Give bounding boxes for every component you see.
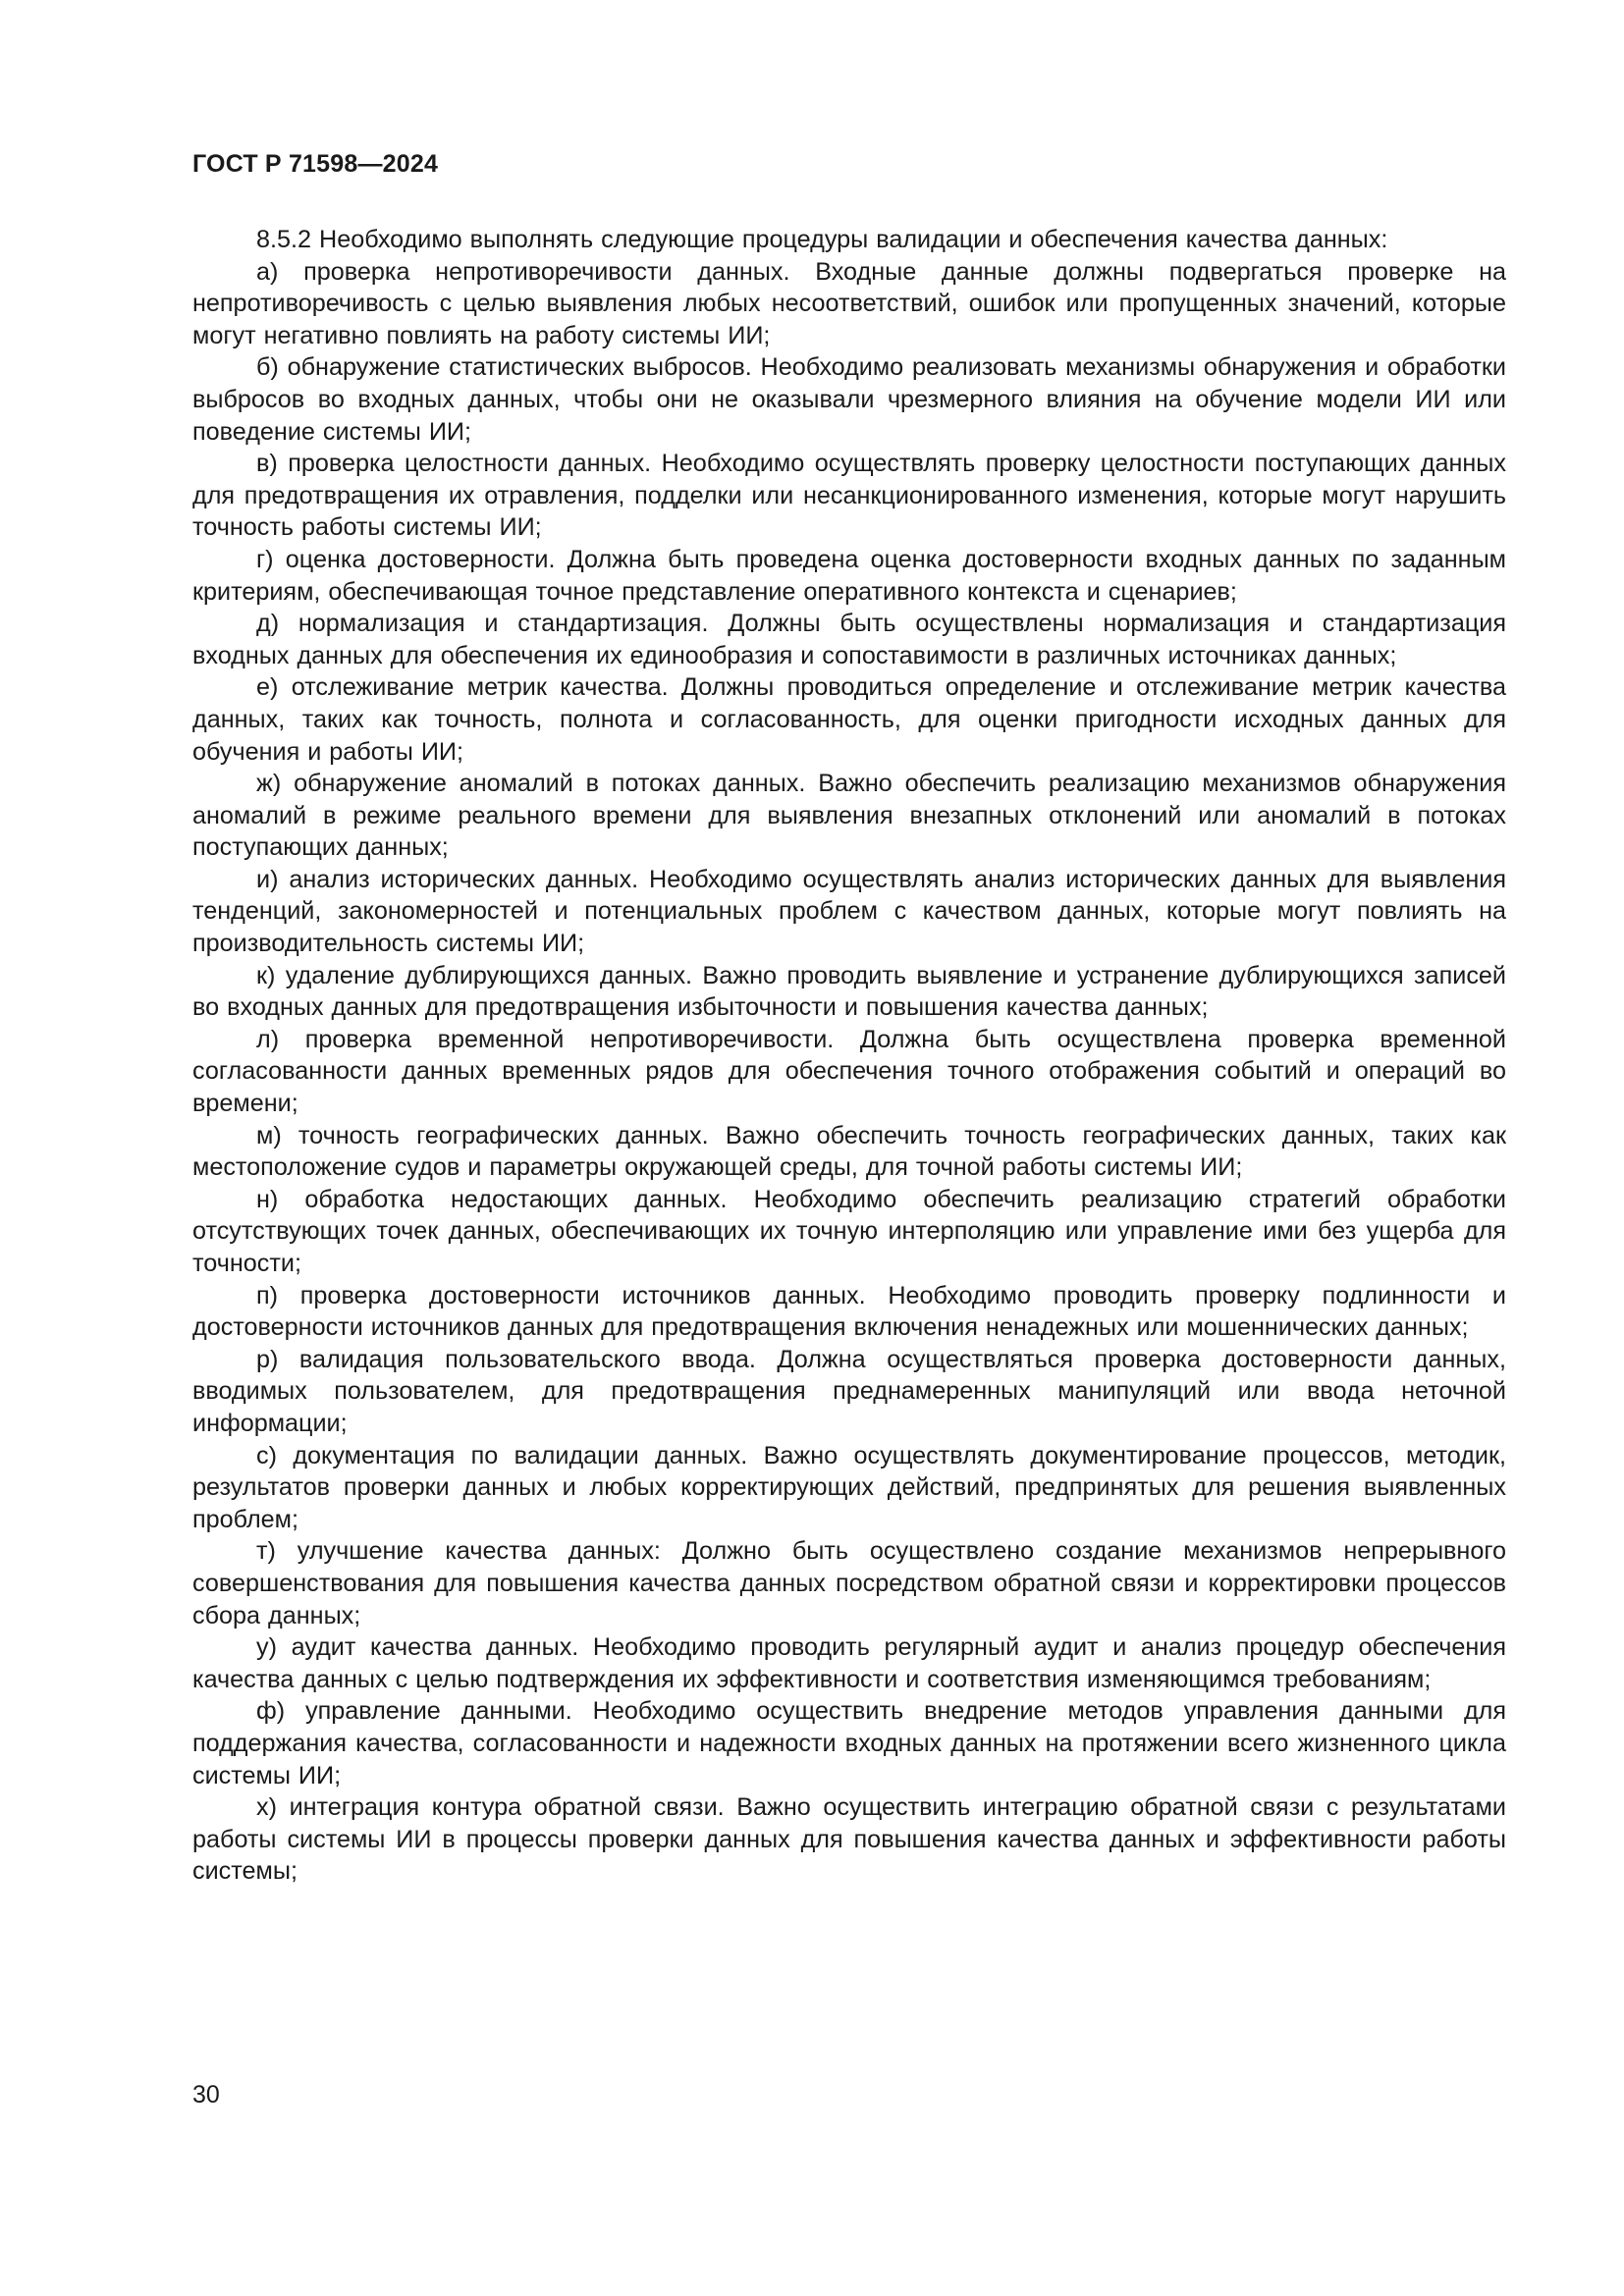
list-item-t: т) улучшение качества данных: Должно быть осуществлено создание механизмов непрерывного совершенствования для повышения качества данных посредством обратной связи и корректировки процессов сбора данных; <box>192 1537 1506 1629</box>
list-item-i: и) анализ исторических данных. Необходимо осуществлять анализ исторических данных для выявления тенденций, закономерностей и потенциальных проблем с качеством данных, которые могут повлиять на производительность системы ИИ; <box>192 865 1506 958</box>
list-item-r: р) валидация пользовательского ввода. Должна осуществляться проверка достоверности данных, вводимых пользователем, для предотвращения преднамеренных манипуляций или ввода неточной информации; <box>192 1345 1506 1437</box>
list-item-v: в) проверка целостности данных. Необходимо осуществлять проверку целостности поступающих данных для предотвращения их отравления, подделки или несанкционированного изменения, которые могут нарушить точность работы системы ИИ; <box>192 450 1506 542</box>
list-item-l: л) проверка временной непротиворечивости. Должна быть осуществлена проверка временной согласованности данных временных рядов для обеспечения точного отображения событий и операций во времени; <box>192 1025 1506 1118</box>
list-item-e: е) отслеживание метрик качества. Должны проводиться определение и отслеживание метрик качества данных, таких как точность, полнота и согласованность, для оценки пригодности исходных данных для обучения и работы ИИ; <box>192 673 1506 766</box>
section-intro: 8.5.2 Необходимо выполнять следующие процедуры валидации и обеспечения качества данных: <box>256 226 1388 253</box>
list-item-m: м) точность географических данных. Важно обеспечить точность географических данных, таких как местоположение судов и параметры окружающей среды, для точной работы системы ИИ; <box>192 1121 1506 1182</box>
list-item-k: к) удаление дублирующихся данных. Важно проводить выявление и устранение дублирующихся записей во входных данных для предотвращения избыточности и повышения качества данных; <box>192 961 1506 1022</box>
list-item-s: с) документация по валидации данных. Важно осуществлять документирование процессов, методик, результатов проверки данных и любых корректирующих действий, предпринятых для решения выявленных проблем; <box>192 1441 1506 1533</box>
list-item-p: п) проверка достоверности источников данных. Необходимо проводить проверку подлинности и достоверности источников данных для предотвращения включения ненадежных или мошеннических данных; <box>192 1281 1506 1342</box>
list-item-f: ф) управление данными. Необходимо осуществить внедрение методов управления данными для поддержания качества, согласованности и надежности входных данных на протяжении всего жизненного цикла системы ИИ; <box>192 1697 1506 1789</box>
standard-code-header: ГОСТ Р 71598—2024 <box>192 150 439 178</box>
page-number: 30 <box>192 2081 220 2109</box>
section-8-5-2 <box>192 224 1506 1888</box>
list-item-a: а) проверка непротиворечивости данных. Входные данные должны подвергаться проверке на непротиворечивость с целью выявления любых несоответствий, ошибок или пропущенных значений, которые могут негативно повлиять на работу системы ИИ; <box>192 257 1506 349</box>
list-item-d: д) нормализация и стандартизация. Должны быть осуществлены нормализация и стандартизация входных данных для обеспечения их единообразия и сопоставимости в различных источниках данных; <box>192 610 1506 669</box>
list-item-b: б) обнаружение статистических выбросов. Необходимо реализовать механизмы обнаружения и обработки выбросов во входных данных, чтобы они не оказывали чрезмерного влияния на обучение модели ИИ или поведение системы ИИ; <box>192 353 1506 446</box>
list-item-u: у) аудит качества данных. Необходимо проводить регулярный аудит и анализ процедур обеспечения качества данных с целью подтверждения их эффективности и соответствия изменяющимся требованиям; <box>192 1633 1506 1693</box>
list-item-zh: ж) обнаружение аномалий в потоках данных. Важно обеспечить реализацию механизмов обнаружения аномалий в режиме реального времени для выявления внезапных отклонений или аномалий в потоках поступающих данных; <box>192 770 1506 862</box>
list-item-kh: х) интеграция контура обратной связи. Важно осуществить интеграцию обратной связи с результатами работы системы ИИ в процессы проверки данных для повышения качества данных и эффективности работы системы; <box>192 1793 1506 1886</box>
list-item-n: н) обработка недостающих данных. Необходимо обеспечить реализацию стратегий обработки отсутствующих точек данных, обеспечивающих их точную интерполяцию или управление ими без ущерба для точности; <box>192 1185 1506 1277</box>
list-item-g: г) оценка достоверности. Должна быть проведена оценка достоверности входных данных по заданным критериям, обеспечивающая точное представление оперативного контекста и сценариев; <box>192 545 1506 606</box>
